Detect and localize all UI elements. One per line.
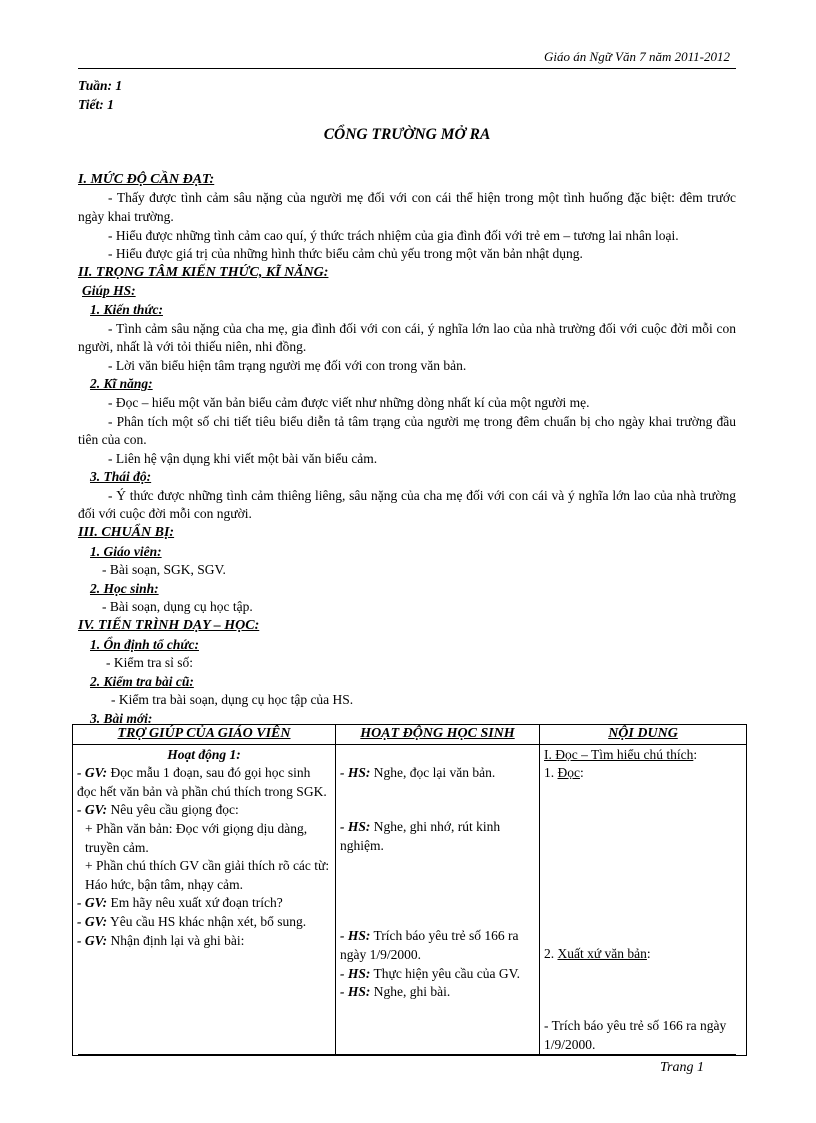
step1-item: - Kiểm tra sỉ số: [106,655,193,671]
content-cell [540,744,747,1055]
activity-table [72,724,747,1056]
document-body [78,77,736,729]
skills-item: - Liên hệ vận dụng khi viết một bài văn biểu cảm. [108,450,378,466]
content-heading: I. Đọc – Tìm hiểu chú thích: [544,746,698,762]
period-label: Tiết: 1 [78,96,114,112]
section1-item: - Hiểu được giá trị của những hình thức biểu cảm chủ yếu trong một văn bản nhật dụng. [108,246,583,262]
page-footer [78,1054,736,1076]
hs-step: - HS: Thực hiện yêu cầu của GV. [340,965,521,981]
skills-heading: 2. Kĩ năng: [90,376,153,392]
attitude-heading: 3. Thái độ: [90,469,152,485]
gv-substep: + Phần văn bản: Đọc với giọng dịu dàng, truyền cảm. [85,820,308,855]
lesson-title: CỔNG TRƯỜNG MỞ RA [323,126,491,144]
gv-step: - GV: Nhận định lại và ghi bài: [77,932,245,948]
knowledge-item: - Lời văn biểu hiện tâm trạng người mẹ đối với con trong văn bản. [108,357,467,373]
step1-heading: 1. Ổn định tổ chức: [90,636,199,652]
section1-item: - Thấy được tình cảm sâu nặng của người mẹ đối với con cái thể hiện trong một tình huống đặc biệt: đêm trước ngày khai trường. [78,190,736,224]
student-cell [336,744,540,1055]
content-item-read: 1. Đọc: [544,765,584,781]
hs-step: - HS: Nghe, ghi bài. [340,984,451,1000]
skills-item: - Phân tích một số chi tiết tiêu biểu diễn tả tâm trạng của người mẹ trong đêm chuẩn bị cho ngày khai trường đầu tiên của con. [78,413,736,448]
knowledge-item: - Tình cảm sâu nặng của cha mẹ, gia đình đối với con cái, ý nghĩa lớn lao của nhà trường đối với cuộc đời mỗi con người, nhất là với tỏi thiếu niên, nhi đồng. [78,320,736,355]
section4-heading: IV. TIẾN TRÌNH DẠY – HỌC: [78,618,260,634]
page-header [78,49,736,69]
hs-step: - HS: Nghe, đọc lại văn bản. [340,764,496,780]
attitude-item: - Ý thức được những tình cảm thiêng liêng, sâu nặng của cha mẹ đối với con cái và ý nghĩa lớn lao của nhà trường đối với cuộc đời mỗi con người. [78,487,736,522]
section1-item: - Hiểu được những tình cảm cao quí, ý thức trách nhiệm của gia đình đối với trẻ em – tương lai nhân loại. [108,227,679,243]
content-item-source: - Trích báo yêu trẻ số 166 ra ngày 1/9/2000. [544,1018,727,1052]
section2-intro: Giúp HS: [82,283,136,299]
step2-item: - Kiểm tra bài soạn, dụng cụ học tập của HS. [111,692,354,708]
activity-label: Hoạt động 1: [167,746,241,762]
hs-step: - HS: Trích báo yêu trẻ số 166 ra ngày 1/9/2000. [340,928,519,962]
table-row [73,744,747,1055]
skills-item: - Đọc – hiểu một văn bản biểu cảm được viết như những dòng nhất kí của một người mẹ. [108,394,590,410]
student-item: - Bài soạn, dụng cụ học tập. [102,599,253,615]
step2-heading: 2. Kiểm tra bài cũ: [90,673,194,689]
table-header-row [73,725,747,745]
teacher-item: - Bài soạn, SGK, SGV. [102,562,226,578]
col-header-teacher: TRỢ GIÚP CỦA GIÁO VIÊN [73,725,336,745]
teacher-heading: 1. Giáo viên: [90,543,162,559]
col-header-student: HOẠT ĐỘNG HỌC SINH [336,725,540,745]
gv-step: - GV: Yêu cầu HS khác nhận xét, bổ sung. [77,913,307,929]
gv-step: - GV: Em hãy nêu xuất xứ đoạn trích? [77,895,283,911]
section3-heading: III. CHUẨN BỊ: [78,525,175,541]
student-heading: 2. Học sinh: [90,580,159,596]
content-item-origin: 2. Xuất xứ văn bản: [544,945,651,961]
gv-step: - GV: Nêu yêu cầu giọng đọc: [77,802,239,818]
section2-heading: II. TRỌNG TÂM KIẾN THỨC, KĨ NĂNG: [78,264,329,280]
hs-step: - HS: Nghe, ghi nhớ, rút kinh nghiệm. [340,819,501,853]
gv-substep: + Phần chú thích GV cần giải thích rõ các từ: Háo hức, bận tâm, nhạy cảm. [85,858,330,892]
gv-step: - GV: Đọc mẫu 1 đoạn, sau đó gọi học sinh đọc hết văn bản và phần chú thích trong SGK. [77,765,327,799]
section1-heading: I. MỨC ĐỘ CẦN ĐẠT: [78,171,215,187]
week-label: Tuần: 1 [78,78,123,93]
knowledge-heading: 1. Kiến thức: [90,301,163,317]
header-text: Giáo án Ngữ Văn 7 năm 2011-2012 [544,49,730,64]
col-header-content: NỘI DUNG [540,725,747,745]
page-number: Trang 1 [660,1060,704,1075]
teacher-cell [73,744,336,1055]
step3-heading: 3. Bài mới: [90,711,153,726]
